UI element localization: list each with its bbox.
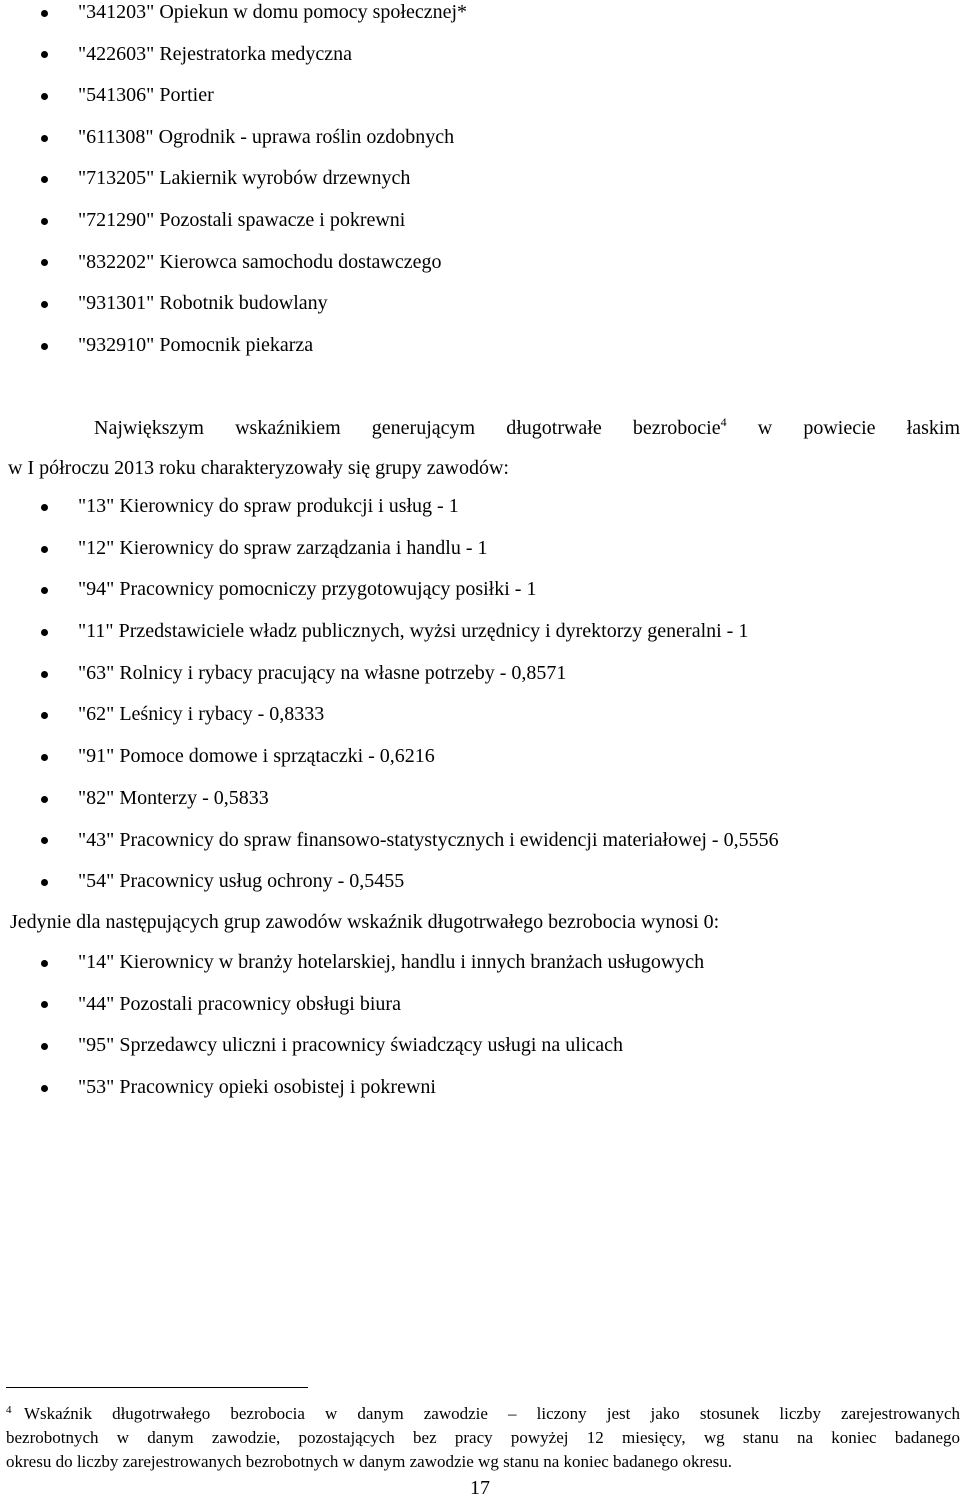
bullet-icon [41, 879, 48, 886]
bullet-icon [41, 712, 48, 719]
bullet-icon [41, 629, 48, 636]
bullet-icon [41, 343, 48, 350]
list-item-text: "95" Sprzedawcy uliczni i pracownicy świadczący usługi na ulicach [78, 1034, 624, 1057]
list-item-text: "63" Rolnicy i rybacy pracujący na własne potrzeby - 0,8571 [78, 661, 567, 684]
paragraph-zero-indicator: Jedynie dla następujących grup zawodów wskaźnik długotrwałego bezrobocia wynosi 0: [10, 911, 720, 933]
list-item [0, 158, 467, 200]
list-item-text: "541306" Portier [78, 84, 214, 107]
list-item [0, 820, 779, 862]
list-item [0, 1025, 704, 1067]
list-item [0, 778, 779, 820]
list-item [0, 0, 467, 34]
list-item [0, 942, 704, 984]
list-item [0, 569, 779, 611]
list-item-text: "62" Leśnicy i rybacy - 0,8333 [78, 703, 325, 726]
bullet-icon [41, 546, 48, 553]
list-item [0, 486, 779, 528]
bullet-icon [41, 587, 48, 594]
list-item [0, 861, 779, 903]
list-item-text: "13" Kierownicy do spraw produkcji i usług - 1 [78, 495, 459, 517]
list-item [0, 200, 467, 242]
list-item [0, 653, 779, 695]
list-item [0, 694, 779, 736]
footnote-reference[interactable]: 4 [720, 415, 727, 429]
bullet-icon [41, 796, 48, 803]
list-item-text: "53" Pracownicy opieki osobistej i pokrewni [78, 1075, 436, 1098]
list-item-text: "54" Pracownicy usług ochrony - 0,5455 [78, 870, 405, 893]
footnote-separator [6, 1387, 308, 1388]
list-item-text: "43" Pracownicy do spraw finansowo-statystycznych i ewidencji materiałowej - 0,5556 [78, 828, 779, 851]
bullet-icon [41, 135, 48, 142]
list-item-text: "713205" Lakiernik wyrobów drzewnych [78, 167, 411, 190]
list-item-text: "44" Pozostali pracownicy obsługi biura [78, 992, 401, 1015]
bullet-icon [41, 259, 48, 266]
paragraph-text: w powiecie łaskim [757, 417, 960, 439]
list-item-text: "341203" Opiekun w domu pomocy społecznej* [78, 1, 468, 23]
bullet-icon [41, 1001, 48, 1008]
list-item [0, 611, 779, 653]
list-item-text: "12" Kierownicy do spraw zarządzania i handlu - 1 [78, 536, 488, 559]
bullet-icon [41, 671, 48, 678]
footnote-line-1: 4 Wskaźnik długotrwałego bezrobocia w danym zawodzie – liczony jest jako stosunek liczby zarejestrowanych [6, 1404, 960, 1423]
list-item-text: "611308" Ogrodnik - uprawa roślin ozdobnych [78, 125, 455, 148]
list-item [0, 736, 779, 778]
list-item [0, 117, 467, 159]
list-item [0, 325, 467, 367]
bullet-icon [41, 1043, 48, 1050]
occupation-list-high-indicator [0, 486, 779, 903]
list-item [0, 242, 467, 284]
list-item-text: "11" Przedstawiciele władz publicznych, wyżsi urzędnicy i dyrektorzy generalni - 1 [78, 620, 749, 643]
list-item-text: "14" Kierownicy w branży hotelarskiej, handlu i innych branżach usługowych [78, 951, 705, 973]
footnote [6, 1402, 960, 1474]
paragraph-text: Największym wskaźnikiem generującym długotrwałe bezrobocie [94, 417, 721, 439]
list-item-text: "931301" Robotnik budowlany [78, 292, 328, 315]
bullet-icon [41, 301, 48, 308]
list-item-text: "932910" Pomocnik piekarza [78, 333, 314, 356]
list-item-text: "82" Monterzy - 0,5833 [78, 786, 269, 809]
paragraph-long-term-unemployment [8, 408, 960, 488]
footnote-line-2: bezrobotnych w danym zawodzie, pozostających bez pracy powyżej 12 miesięcy, wg stanu na koniec badanego [6, 1428, 960, 1447]
paragraph-line-1 [8, 408, 960, 448]
list-item [0, 984, 704, 1026]
bullet-icon [41, 176, 48, 183]
bullet-icon [41, 754, 48, 761]
list-item [0, 283, 467, 325]
occupation-list-top [0, 0, 467, 366]
list-item-text: "94" Pracownicy pomocniczy przygotowujący posiłki - 1 [78, 578, 537, 601]
bullet-icon [41, 51, 48, 58]
list-item-text: "422603" Rejestratorka medyczna [78, 42, 353, 65]
list-item-text: "721290" Pozostali spawacze i pokrewni [78, 208, 406, 231]
footnote-text: Wskaźnik długotrwałego bezrobocia w danym zawodzie – liczony jest jako stosunek liczby zarejestrowanych [24, 1404, 960, 1423]
bullet-icon [41, 504, 48, 511]
bullet-icon [41, 218, 48, 225]
list-item [0, 75, 467, 117]
list-item [0, 34, 467, 76]
bullet-icon [41, 837, 48, 844]
bullet-icon [41, 93, 48, 100]
footnote-line-3: okresu do liczby zarejestrowanych bezrobotnych w danym zawodzie wg stanu na koniec badanego okresu. [6, 1452, 733, 1471]
page-number: 17 [470, 1477, 490, 1499]
list-item [0, 1067, 704, 1109]
occupation-list-zero-indicator [0, 942, 704, 1108]
paragraph-line-2: w I półroczu 2013 roku charakteryzowały się grupy zawodów: [8, 457, 509, 479]
bullet-icon [41, 1085, 48, 1092]
list-item-text: "91" Pomoce domowe i sprzątaczki - 0,6216 [78, 745, 435, 768]
list-item-text: "832202" Kierowca samochodu dostawczego [78, 250, 442, 273]
bullet-icon [41, 960, 48, 967]
bullet-icon [41, 10, 48, 17]
list-item [0, 528, 779, 570]
